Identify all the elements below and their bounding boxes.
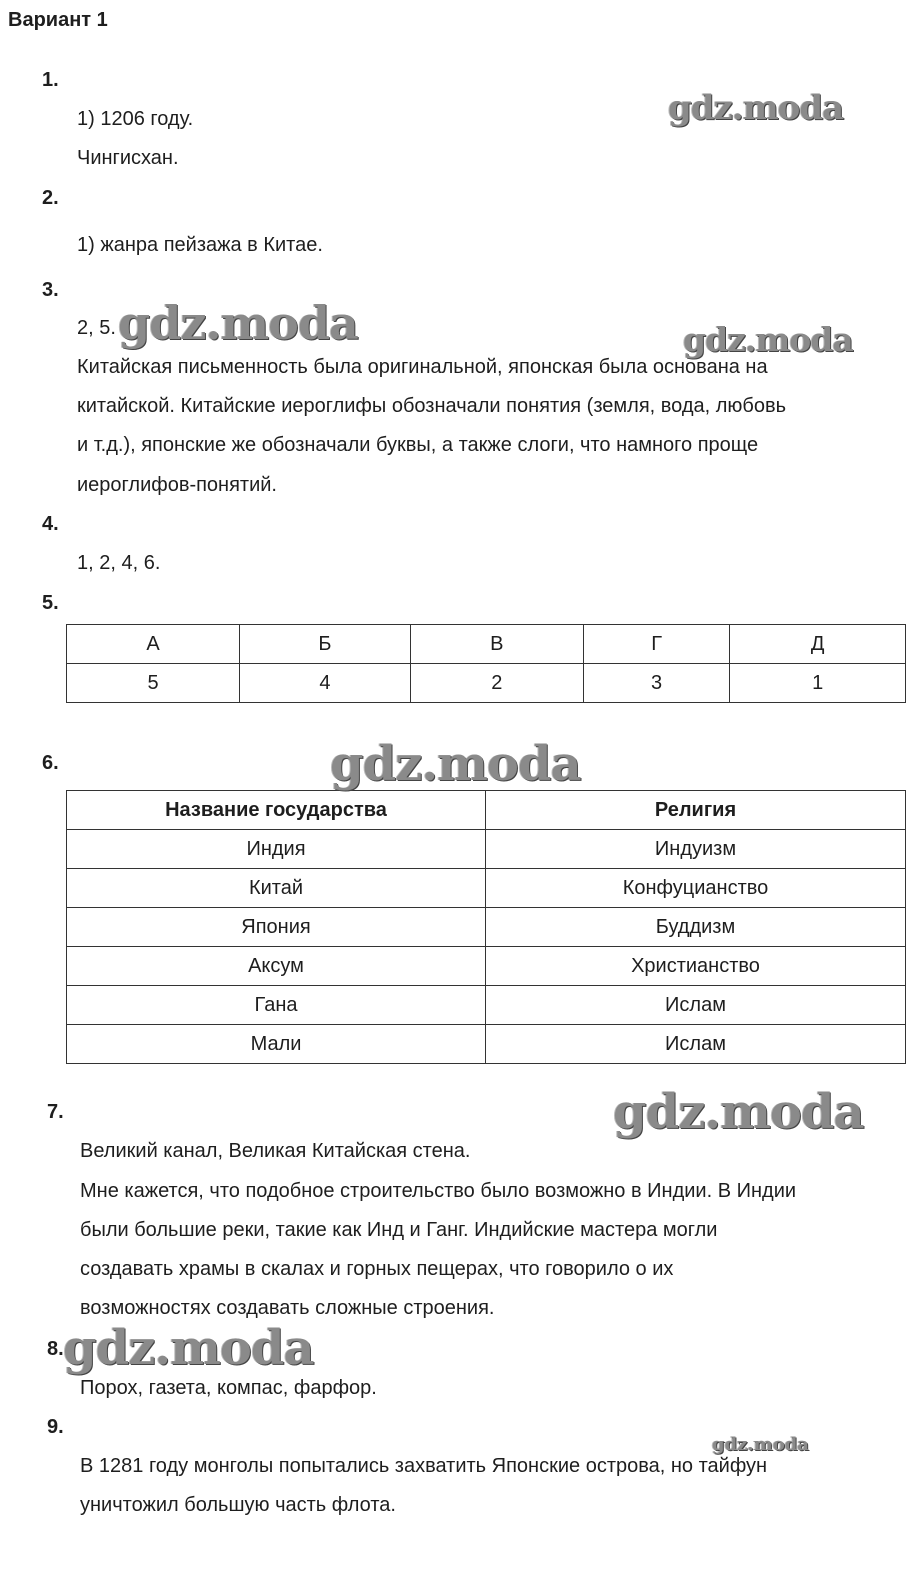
answer-text: Великий канал, Великая Китайская стена.	[80, 1140, 471, 1162]
watermark: gdz.moda	[613, 1084, 864, 1140]
answer-text: уничтожил большую часть флота.	[80, 1494, 396, 1516]
religion-table	[66, 790, 906, 1064]
answer-text: Порох, газета, компас, фарфор.	[80, 1377, 377, 1399]
table-cell: Буддизм	[486, 908, 906, 947]
table-cell: Конфуцианство	[486, 869, 906, 908]
table-header-cell: Д	[730, 625, 906, 664]
table-header-cell: Б	[240, 625, 411, 664]
table-header-cell: Религия	[486, 791, 906, 830]
table-header-cell: А	[67, 625, 240, 664]
table-header-cell: Г	[583, 625, 729, 664]
table-cell: Гана	[67, 986, 486, 1025]
answer-text: 1) 1206 году.	[77, 108, 194, 130]
table-cell: Христианство	[486, 947, 906, 986]
question-number: 7.	[47, 1101, 64, 1123]
table-row	[67, 791, 906, 830]
table-header-cell: Название государства	[67, 791, 486, 830]
question-number: 1.	[42, 69, 59, 91]
table-cell: 4	[240, 664, 411, 703]
table-row	[67, 947, 906, 986]
answer-text: Чингисхан.	[77, 147, 179, 169]
question-number: 2.	[42, 187, 59, 209]
question-number: 4.	[42, 513, 59, 535]
answer-text: 1, 2, 4, 6.	[77, 552, 161, 574]
table-cell: 1	[730, 664, 906, 703]
question-number: 3.	[42, 279, 59, 301]
table-row	[67, 664, 906, 703]
table-cell: Ислам	[486, 1025, 906, 1064]
table-cell: Китай	[67, 869, 486, 908]
table-row	[67, 625, 906, 664]
answer-text: и т.д.), японские же обозначали буквы, а также слоги, что намного проще	[77, 434, 759, 456]
table-cell: Индуизм	[486, 830, 906, 869]
answer-text: создавать храмы в скалах и горных пещерах, что говорило о их	[80, 1258, 674, 1280]
answer-text: 2, 5.	[77, 317, 116, 339]
answer-text: китайской. Китайские иероглифы обозначали понятия (земля, вода, любовь	[77, 395, 787, 417]
answer-text: возможностях создавать сложные строения.	[80, 1297, 495, 1319]
watermark: gdz.moda	[712, 1434, 809, 1455]
matching-table	[66, 624, 906, 703]
question-number: 9.	[47, 1416, 64, 1438]
watermark: gdz.moda	[330, 736, 581, 792]
watermark: gdz.moda	[683, 320, 853, 359]
answer-text: Китайская письменность была оригинальной, японская была основана на	[77, 356, 768, 378]
watermark: gdz.moda	[63, 1320, 314, 1376]
watermark: gdz.moda	[118, 296, 358, 350]
table-cell: 2	[410, 664, 583, 703]
answer-text: 1) жанра пейзажа в Китае.	[77, 234, 323, 256]
watermark: gdz.moda	[668, 88, 844, 128]
answer-text: иероглифов-понятий.	[77, 474, 277, 496]
table-cell: Аксум	[67, 947, 486, 986]
table-cell: Индия	[67, 830, 486, 869]
answer-text: были большие реки, такие как Инд и Ганг. Индийские мастера могли	[80, 1219, 718, 1241]
table-row	[67, 869, 906, 908]
page-title: Вариант 1	[8, 9, 108, 31]
answer-text: Мне кажется, что подобное строительство было возможно в Индии. В Индии	[80, 1180, 797, 1202]
question-number: 6.	[42, 752, 59, 774]
question-number: 5.	[42, 592, 59, 614]
table-header-cell: В	[410, 625, 583, 664]
table-cell: Ислам	[486, 986, 906, 1025]
table-row	[67, 1025, 906, 1064]
table-row	[67, 908, 906, 947]
table-row	[67, 830, 906, 869]
table-cell: 5	[67, 664, 240, 703]
answer-text: В 1281 году монголы попытались захватить Японские острова, но тайфун	[80, 1455, 768, 1477]
table-cell: Япония	[67, 908, 486, 947]
table-row	[67, 986, 906, 1025]
table-cell: Мали	[67, 1025, 486, 1064]
question-number: 8.	[47, 1338, 64, 1360]
table-cell: 3	[583, 664, 729, 703]
